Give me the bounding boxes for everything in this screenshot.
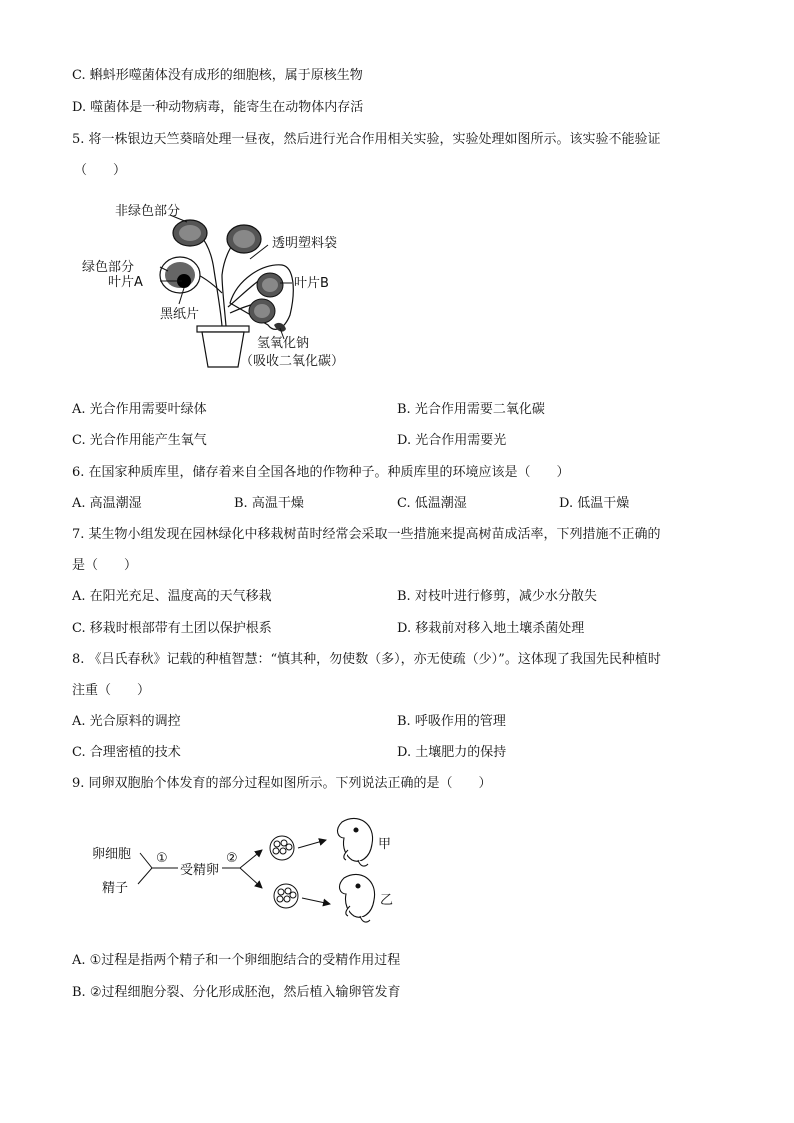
leaf-a (160, 257, 200, 293)
leaf-top-right (227, 225, 261, 253)
label-green: 绿色部分 (82, 260, 135, 275)
option-d-q4: D. 噬菌体是一种动物病毒，能寄生在动物体内存活 (72, 100, 364, 115)
label-sperm: 精子 (102, 881, 129, 896)
embryo-yi (340, 874, 375, 922)
label-step-2: ② (226, 851, 238, 866)
arrow-to-blastocyst-bottom (240, 868, 262, 888)
question-8-stem: 8. 《吕氏春秋》记载的种植智慧：“慎其种，勿使数（多），亦无使疏（少）”。这体现了我国先民种植时 (72, 652, 661, 667)
q7-option-b[interactable]: B. 对枝叶进行修剪，减少水分散失 (397, 589, 597, 604)
question-5-stem: 5. 将一株银边天竺葵暗处理一昼夜，然后进行光合作用相关实验，实验处理如图所示。该实验不能验证 (72, 132, 661, 147)
arrow-to-embryo-jia (298, 840, 326, 848)
label-naoh: 氢氧化钠 (257, 336, 310, 351)
q9-option-a[interactable]: A. ①过程是指两个精子和一个卵细胞结合的受精作用过程 (72, 953, 401, 968)
blastocyst-top (270, 836, 294, 860)
q8-option-c[interactable]: C. 合理密植的技术 (72, 745, 181, 760)
label-step-1: ① (156, 851, 168, 866)
leaf-top-left (173, 220, 207, 246)
label-yi: 乙 (380, 893, 394, 908)
q5-option-b[interactable]: B. 光合作用需要二氧化碳 (397, 402, 545, 417)
q5-option-d[interactable]: D. 光合作用需要光 (397, 433, 507, 448)
question-8-stem-cont: 注重（ ） (72, 683, 151, 698)
figure-twin-development (80, 808, 410, 928)
label-leaf-a: 叶片A (108, 275, 143, 290)
q7-option-a[interactable]: A. 在阳光充足、温度高的天气移栽 (72, 589, 272, 604)
q6-option-c[interactable]: C. 低温潮湿 (397, 496, 467, 511)
arrow-to-embryo-yi (302, 898, 330, 904)
question-9-stem: 9. 同卵双胞胎个体发育的部分过程如图所示。下列说法正确的是（ ） (72, 776, 492, 791)
option-c-q4: C. 蝌蚪形噬菌体没有成形的细胞核，属于原核生物 (72, 68, 363, 83)
q8-option-d[interactable]: D. 土壤肥力的保持 (397, 745, 507, 760)
question-7-stem: 7. 某生物小组发现在园林绿化中移栽树苗时经常会采取一些措施来提高树苗成活率，下列措施不正确的 (72, 527, 661, 542)
label-naoh-note: （吸收二氧化碳） (240, 354, 345, 369)
label-non-green: 非绿色部分 (115, 204, 181, 219)
q7-option-c[interactable]: C. 移栽时根部带有土团以保护根系 (72, 621, 272, 636)
q9-option-b[interactable]: B. ②过程细胞分裂、分化形成胚泡，然后植入输卵管发育 (72, 985, 401, 1000)
transparent-plastic-bag (230, 265, 293, 332)
q5-option-a[interactable]: A. 光合作用需要叶绿体 (72, 402, 207, 417)
label-jia: 甲 (378, 837, 392, 852)
q7-option-d[interactable]: D. 移栽前对移入地土壤杀菌处理 (397, 621, 585, 636)
q8-option-a[interactable]: A. 光合原料的调控 (72, 714, 181, 729)
label-egg: 卵细胞 (92, 847, 132, 862)
q6-option-b[interactable]: B. 高温干燥 (234, 496, 304, 511)
question-7-stem-cont: 是（ ） (72, 558, 138, 573)
blastocyst-bottom (274, 884, 298, 908)
label-bag: 透明塑料袋 (272, 236, 338, 251)
question-6-stem: 6. 在国家种质库里，储存着来自全国各地的作物种子。种质库里的环境应该是（ ） (72, 465, 570, 480)
question-5-blank: （ ） (74, 163, 127, 178)
q6-option-d[interactable]: D. 低温干燥 (559, 496, 630, 511)
q8-option-b[interactable]: B. 呼吸作用的管理 (397, 714, 506, 729)
figure-geranium-experiment (72, 195, 392, 380)
label-zygote: 受精卵 (180, 863, 220, 878)
embryo-jia (338, 818, 373, 866)
label-leaf-b: 叶片B (294, 276, 329, 291)
label-black-paper: 黑纸片 (160, 307, 200, 322)
arrow-to-blastocyst-top (240, 850, 262, 868)
q6-option-a[interactable]: A. 高温潮湿 (72, 496, 142, 511)
q5-option-c[interactable]: C. 光合作用能产生氧气 (72, 433, 207, 448)
